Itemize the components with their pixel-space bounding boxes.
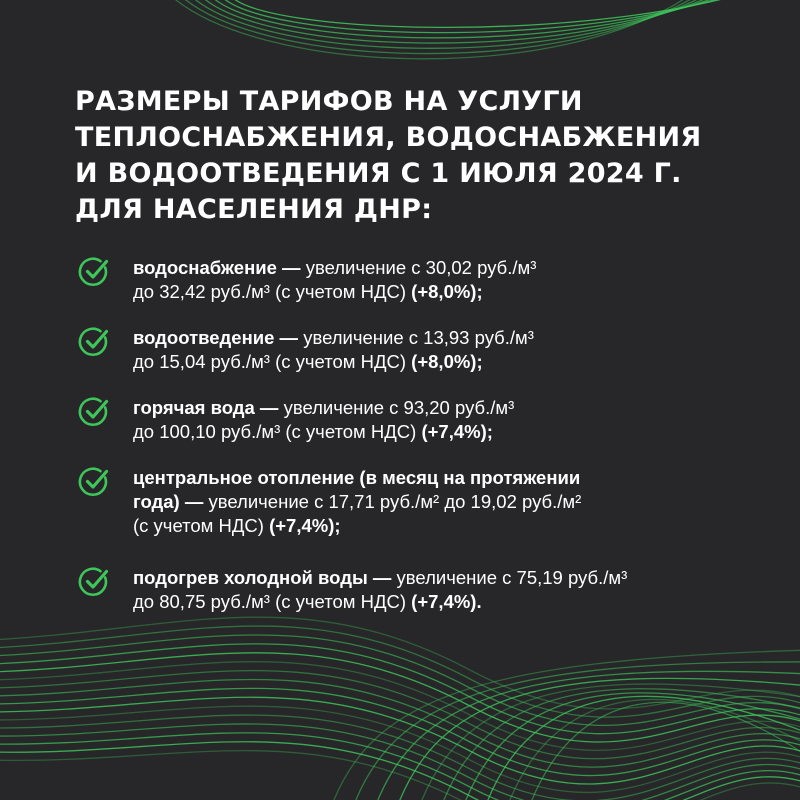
top-wave-lines [170, 0, 738, 59]
tariff-regular-text: увеличение с 93,20 руб./м³ [278, 397, 515, 418]
tariff-text [133, 326, 534, 374]
wave-line [0, 679, 800, 767]
tariff-bold-text: (+7,4%); [421, 421, 493, 442]
tariff-text-line [133, 256, 536, 280]
check-circle-icon [78, 466, 110, 498]
page-title [75, 84, 775, 228]
tariff-text-line [133, 566, 627, 590]
tariff-text [133, 256, 536, 304]
tariff-text [133, 566, 627, 614]
tariff-text-line [133, 514, 581, 538]
tariff-text [133, 466, 581, 538]
tariff-item [78, 256, 536, 304]
tariff-item [78, 566, 627, 614]
tariff-bold-text: водоснабжение — [133, 257, 301, 278]
tariff-bold-text: подогрев холодной воды — [133, 567, 392, 588]
tariff-regular-text: до 32,42 руб./м³ (с учетом НДС) [133, 281, 412, 302]
tariff-text-line [133, 280, 536, 304]
check-circle-icon [78, 566, 110, 598]
title-line: И ВОДООТВЕДЕНИЯ С 1 ИЮЛЯ 2024 Г. [75, 158, 682, 189]
tariff-bold-text: года) — [133, 491, 204, 512]
tariff-regular-text: увеличение с 17,71 руб./м² до 19,02 руб./м² [203, 491, 582, 512]
tariff-text-line [133, 326, 534, 350]
check-circle-icon [78, 256, 110, 288]
tariff-text-line [133, 350, 534, 374]
tariff-regular-text: до 80,75 руб./м³ (с учетом НДС) [133, 591, 412, 612]
tariff-text-line [133, 590, 627, 614]
tariff-regular-text: (с учетом НДС) [133, 515, 270, 536]
wave-line [0, 697, 800, 784]
title-line: ТЕПЛОСНАБЖЕНИЯ, ВОДОСНАБЖЕНИЯ [75, 122, 702, 153]
check-circle-icon [78, 326, 110, 358]
tariff-item [78, 396, 514, 444]
tariff-regular-text: увеличение с 13,93 руб./м³ [298, 327, 534, 348]
tariff-regular-text: увеличение с 30,02 руб./м³ [300, 257, 537, 278]
tariff-text-line [133, 420, 514, 444]
tariff-bold-text: (+7,4%). [411, 591, 482, 612]
bottom-wave-lines [0, 617, 800, 800]
tariff-text-line [133, 396, 514, 420]
tariff-regular-text: до 15,04 руб./м³ (с учетом НДС) [133, 351, 412, 372]
wave-line [0, 724, 800, 800]
tariff-bold-text: горячая вода — [133, 397, 279, 418]
check-circle-icon [78, 396, 110, 428]
tariff-item [78, 326, 534, 374]
tariff-text [133, 396, 514, 444]
title-line: РАЗМЕРЫ ТАРИФОВ НА УСЛУГИ [75, 86, 583, 117]
title-line: ДЛЯ НАСЕЛЕНИЯ ДНР: [75, 194, 433, 225]
tariff-item [78, 466, 581, 538]
wave-line [0, 733, 800, 800]
tariff-bold-text: центральное отопление (в месяц на протяжении [133, 467, 581, 488]
tariff-bold-text: (+8,0%); [411, 281, 483, 302]
tariff-bold-text: (+8,0%); [411, 351, 483, 372]
tariff-bold-text: водоотведение — [133, 327, 299, 348]
tariff-text-line [133, 490, 581, 514]
tariff-text-line [133, 466, 581, 490]
tariff-bold-text: (+7,4%); [269, 515, 341, 536]
tariff-regular-text: увеличение с 75,19 руб./м³ [391, 567, 628, 588]
tariff-regular-text: до 100,10 руб./м³ (с учетом НДС) [133, 421, 422, 442]
